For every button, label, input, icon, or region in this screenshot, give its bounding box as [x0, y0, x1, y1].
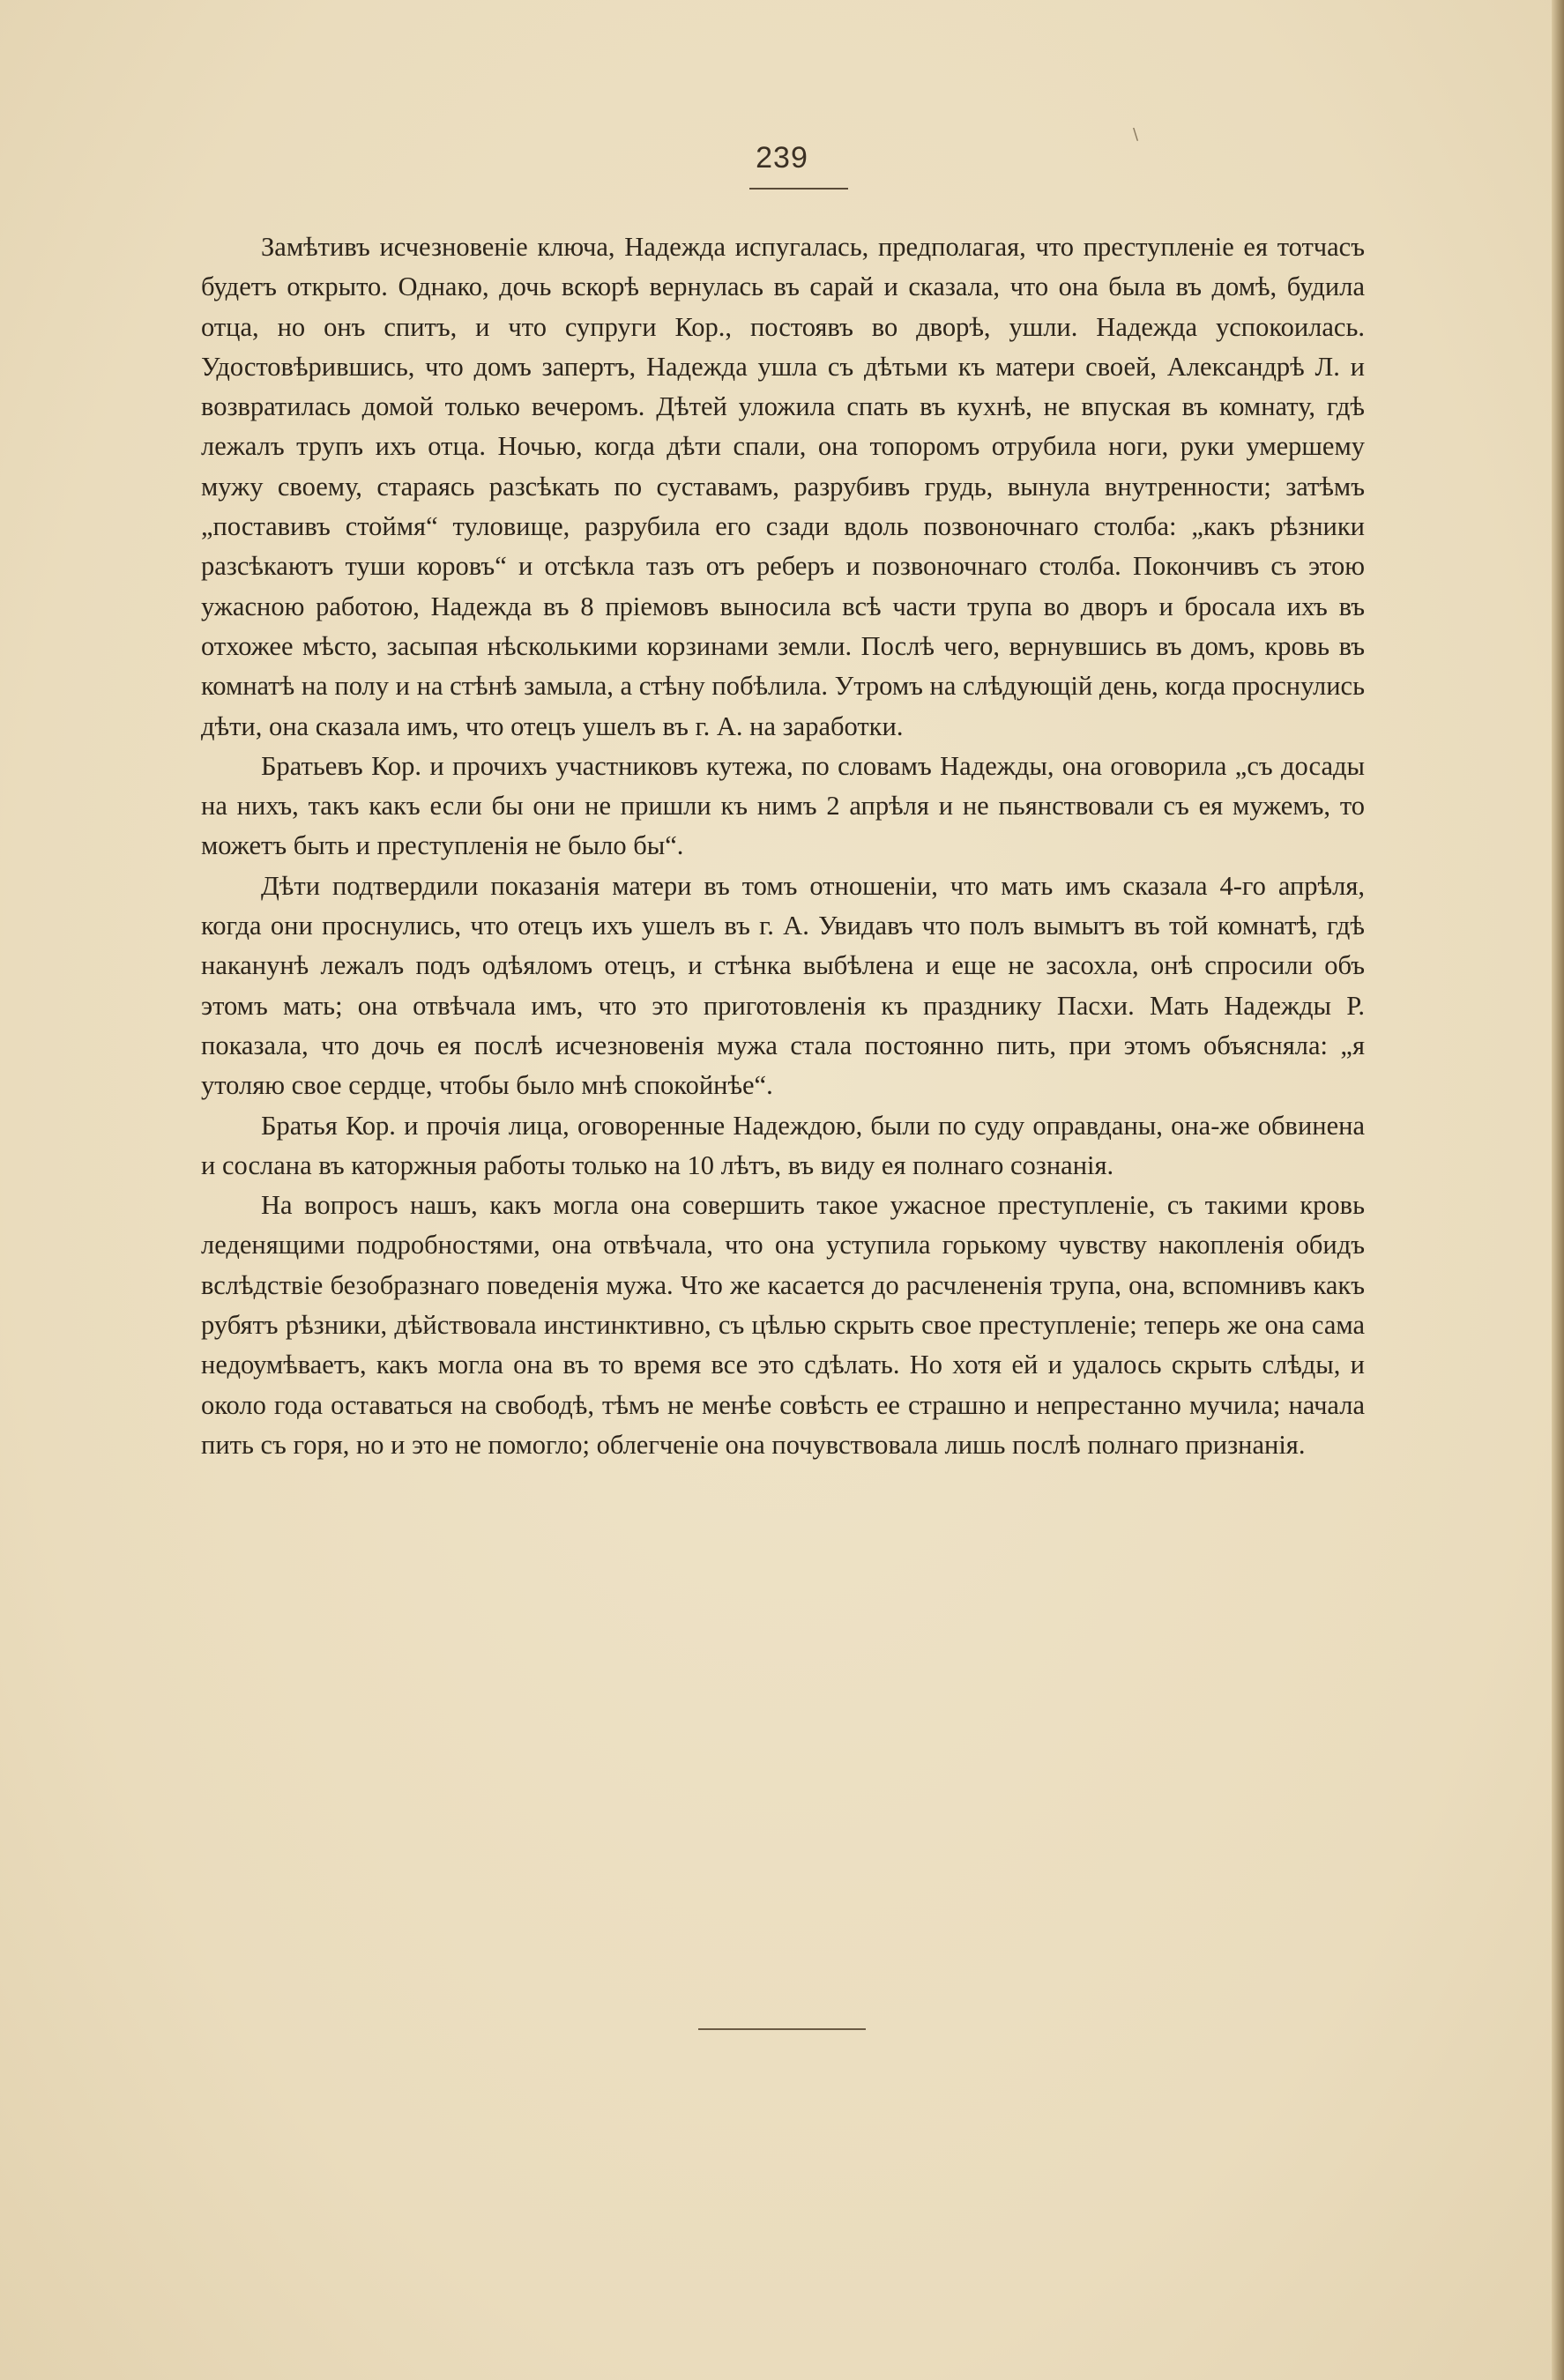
body-text — [201, 227, 1365, 1465]
paragraph-2: Братьевъ Кор. и прочихъ участниковъ кутежа, по словамъ Надежды, она оговорила „съ досады на нихъ, такъ какъ если бы они не пришли къ нимъ 2 апрѣля и не пьянствовали съ ея мужемъ, то можетъ быть и преступленія не было бы“. — [201, 750, 1365, 861]
paragraph-5: На вопросъ нашъ, какъ могла она совершить такое ужасное преступленіе, съ такими кровь леденящими подробностями, она отвѣчала, что она уступила горькому чувству накопленія обидъ вслѣдствіе безобразнаго поведенія мужа. Что же касается до расчлененія трупа, она, вспомнивъ какъ рубятъ рѣзники, дѣйствовала инстинктивно, съ цѣлью скрыть свое преступленіе; теперь же она сама недоумѣваетъ, какъ могла она въ то время все это сдѣлать. Но хотя ей и удалось скрыть слѣды, и около года оставаться на свободѣ, тѣмъ не менѣе совѣсть ее страшно и непрестанно мучила; начала пить съ горя, но и это не помогло; облегченіе она почувствовала лишь послѣ полнаго признанія. — [201, 1190, 1365, 1460]
page-edge-shadow — [1552, 0, 1564, 2380]
page-number-rule — [749, 188, 848, 190]
paragraph-3: Дѣти подтвердили показанія матери въ томъ отношеніи, что мать имъ сказала 4-го апрѣля, когда они проснулись, что отецъ ихъ ушелъ въ г. А. Увидавъ что полъ вымытъ въ той комнатѣ, гдѣ наканунѣ лежалъ подъ одѣяломъ отецъ, и стѣнка выбѣлена и еще не засохла, онѣ спросили объ этомъ мать; она отвѣчала имъ, что это приготовленія къ празднику Пасхи. Мать Надежды Р. показала, что дочь ея послѣ исчезновенія мужа стала постоянно пить, при этомъ объясняла: „я утоляю свое сердце, чтобы было мнѣ спокойнѣе“. — [201, 870, 1365, 1101]
paragraph-4: Братья Кор. и прочія лица, оговоренные Надеждою, были по суду оправданы, она-же обвинена и сослана въ каторжныя работы только на 10 лѣтъ, въ виду ея полнаго сознанія. — [201, 1110, 1365, 1180]
section-end-rule — [698, 2028, 866, 2030]
paragraph-1: Замѣтивъ исчезновеніе ключа, Надежда испугалась, предполагая, что преступленіе ея тотчасъ будетъ открыто. Однако, дочь вскорѣ вернулась въ сарай и сказала, что она была въ домѣ, будила отца, но онъ спитъ, и что супруги Кор., постоявъ во дворѣ, ушли. Надежда успокоилась. Удостовѣрившись, что домъ запертъ, Надежда ушла съ дѣтьми къ матери своей, Александрѣ Л. и возвратилась домой только вечеромъ. Дѣтей уложила спать въ кухнѣ, не впуская въ комнату, гдѣ лежалъ трупъ ихъ отца. Ночью, когда дѣти спали, она топоромъ отрубила ноги, руки умершему мужу своему, стараясь разсѣкать по суставамъ, разрубивъ грудь, вынула внутренности; затѣмъ „поставивъ стоймя“ туловище, разрубила его сзади вдоль позвоночнаго столба: „какъ рѣзники разсѣкаютъ туши коровъ“ и отсѣкла тазъ отъ реберъ и позвоночнаго столба. Покончивъ съ этою ужасною работою, Надежда въ 8 пріемовъ выносила всѣ части трупа во дворъ и бросала ихъ въ отхожее мѣсто, засыпая нѣсколькими корзинами земли. Послѣ чего, вернувшись въ домъ, кровь въ комнатѣ на полу и на стѣнѣ замыла, а стѣну побѣлила. Утромъ на слѣдующій день, когда проснулись дѣти, она сказала имъ, что отецъ ушелъ въ г. А. на заработки. — [201, 232, 1365, 741]
paper-speck: \ — [1133, 125, 1139, 144]
page-number: 239 — [756, 141, 808, 175]
